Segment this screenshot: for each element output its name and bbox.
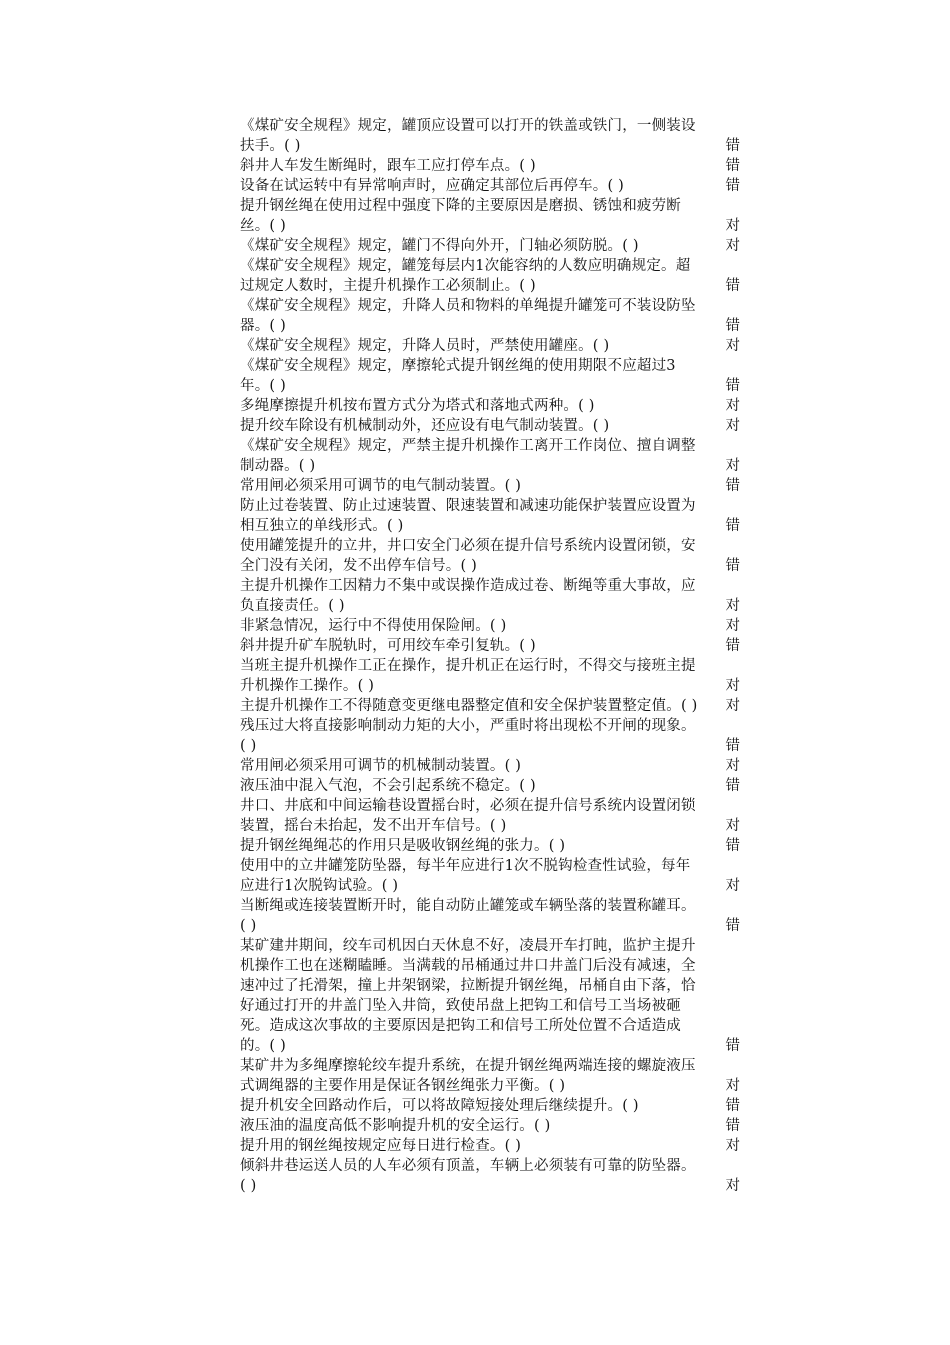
question-item: [240, 796, 740, 836]
question-text: 使用罐笼提升的立井，井口安全门必须在提升信号系统内设置闭锁，安全门没有关闭，发不出停车信号。( ): [240, 538, 696, 574]
answer-mark: 错: [725, 1038, 740, 1054]
question-item: [240, 936, 740, 1056]
question-item: [240, 756, 740, 776]
answer-mark: 对: [725, 618, 740, 634]
question-item: [240, 1156, 740, 1196]
question-text: 提升钢丝绳绳芯的作用只是吸收钢丝绳的张力。( ): [240, 838, 566, 854]
answer-mark: 对: [725, 1178, 740, 1194]
question-item: [240, 716, 740, 756]
question-item: [240, 616, 740, 636]
answer-mark: 对: [725, 878, 740, 894]
answer-mark: 对: [725, 398, 740, 414]
question-text: 某矿建井期间，绞车司机因白天休息不好，凌晨开车打盹，监护主提升机操作工也在迷糊瞌睡。当满载的吊桶通过井口井盖门后没有减速，全速冲过了托滑架，撞上井架钢梁，拉断提升钢丝绳，吊桶自由下落，恰好通过打开的井盖门坠入井筒，致使吊盘上把钩工和信号工当场被砸死。造成这次事故的主要原因是把钩工和信号工所处位置不合适造成的。( ): [240, 938, 696, 1054]
question-item: [240, 576, 740, 616]
question-item: [240, 256, 740, 296]
answer-mark: 错: [725, 318, 740, 334]
answer-mark: 对: [725, 818, 740, 834]
question-item: [240, 1096, 740, 1116]
question-item: [240, 656, 740, 696]
answer-mark: 错: [725, 278, 740, 294]
question-item: [240, 156, 740, 176]
answer-mark: 对: [725, 458, 740, 474]
question-text: 井口、井底和中间运输巷设置摇台时，必须在提升信号系统内设置闭锁装置，摇台未抬起，发不出开车信号。( ): [240, 798, 696, 834]
question-text: 防止过卷装置、防止过速装置、限速装置和减速功能保护装置应设置为相互独立的单线形式。( ): [240, 498, 696, 534]
question-text: 当班主提升机操作工正在操作，提升机正在运行时，不得交与接班主提升机操作工操作。( ): [240, 658, 696, 694]
answer-mark: 对: [725, 598, 740, 614]
question-item: [240, 696, 740, 716]
question-item: [240, 636, 740, 656]
answer-mark: 错: [725, 838, 740, 854]
question-item: [240, 296, 740, 336]
question-item: [240, 236, 740, 256]
question-text: 《煤矿安全规程》规定，升降人员时，严禁使用罐座。( ): [240, 338, 610, 354]
question-text: 设备在试运转中有异常响声时，应确定其部位后再停车。( ): [240, 178, 625, 194]
answer-mark: 错: [725, 378, 740, 394]
question-text: 常用闸必须采用可调节的机械制动装置。( ): [240, 758, 522, 774]
question-text: 提升钢丝绳在使用过程中强度下降的主要原因是磨损、锈蚀和疲劳断丝。( ): [240, 198, 681, 234]
question-text: 《煤矿安全规程》规定，罐笼每层内1次能容纳的人数应明确规定。超过规定人数时，主提升机操作工必须制止。( ): [240, 258, 691, 294]
question-item: [240, 176, 740, 196]
question-item: [240, 356, 740, 396]
question-item: [240, 436, 740, 476]
question-text: 残压过大将直接影响制动力矩的大小，严重时将出现松不开闸的现象。( ): [240, 718, 696, 754]
question-text: 常用闸必须采用可调节的电气制动装置。( ): [240, 478, 522, 494]
question-item: [240, 196, 740, 236]
answer-mark: 对: [725, 1078, 740, 1094]
answer-mark: 错: [725, 638, 740, 654]
answer-mark: 对: [725, 338, 740, 354]
answer-mark: 错: [725, 918, 740, 934]
answer-mark: 错: [725, 158, 740, 174]
answer-mark: 对: [725, 1138, 740, 1154]
question-text: 《煤矿安全规程》规定，罐顶应设置可以打开的铁盖或铁门，一侧装设扶手。( ): [240, 118, 696, 154]
question-item: [240, 856, 740, 896]
question-text: 液压油的温度高低不影响提升机的安全运行。( ): [240, 1118, 551, 1134]
question-item: [240, 1116, 740, 1136]
question-text: 提升用的钢丝绳按规定应每日进行检查。( ): [240, 1138, 522, 1154]
answer-mark: 对: [725, 698, 740, 714]
answer-mark: 错: [725, 1098, 740, 1114]
question-text: 倾斜井巷运送人员的人车必须有顶盖，车辆上必须装有可靠的防坠器。( ): [240, 1158, 696, 1194]
question-item: [240, 836, 740, 856]
question-item: [240, 496, 740, 536]
answer-mark: 对: [725, 678, 740, 694]
question-text: 斜井提升矿车脱轨时，可用绞车牵引复轨。( ): [240, 638, 536, 654]
question-text: 当断绳或连接装置断开时，能自动防止罐笼或车辆坠落的装置称罐耳。( ): [240, 898, 696, 934]
question-text: 使用中的立井罐笼防坠器，每半年应进行1次不脱钩检查性试验，每年应进行1次脱钩试验。( ): [240, 858, 691, 894]
answer-mark: 对: [725, 218, 740, 234]
question-item: [240, 1056, 740, 1096]
question-item: [240, 396, 740, 416]
answer-mark: 对: [725, 758, 740, 774]
question-item: [240, 116, 740, 156]
question-text: 提升机安全回路动作后，可以将故障短接处理后继续提升。( ): [240, 1098, 639, 1114]
question-text: 多绳摩擦提升机按布置方式分为塔式和落地式两种。( ): [240, 398, 595, 414]
question-text: 某矿井为多绳摩擦轮绞车提升系统，在提升钢丝绳两端连接的螺旋液压式调绳器的主要作用是保证各钢丝绳张力平衡。( ): [240, 1058, 696, 1094]
question-text: 《煤矿安全规程》规定，摩擦轮式提升钢丝绳的使用期限不应超过3年。( ): [240, 358, 676, 394]
answer-mark: 错: [725, 778, 740, 794]
question-text: 斜井人车发生断绳时，跟车工应打停车点。( ): [240, 158, 536, 174]
question-item: [240, 1136, 740, 1156]
question-item: [240, 476, 740, 496]
question-text: 《煤矿安全规程》规定，严禁主提升机操作工离开工作岗位、擅自调整制动器。( ): [240, 438, 696, 474]
question-item: [240, 336, 740, 356]
question-text: 主提升机操作工不得随意变更继电器整定值和安全保护装置整定值。( ): [240, 698, 698, 714]
answer-mark: 错: [725, 738, 740, 754]
question-text: 《煤矿安全规程》规定，罐门不得向外开，门轴必须防脱。( ): [240, 238, 639, 254]
answer-mark: 错: [725, 478, 740, 494]
answer-mark: 错: [725, 518, 740, 534]
answer-mark: 错: [725, 558, 740, 574]
question-item: [240, 776, 740, 796]
answer-mark: 对: [725, 238, 740, 254]
question-text: 主提升机操作工因精力不集中或误操作造成过卷、断绳等重大事故，应负直接责任。( ): [240, 578, 696, 614]
question-text: 液压油中混入气泡，不会引起系统不稳定。( ): [240, 778, 536, 794]
answer-mark: 错: [725, 1118, 740, 1134]
question-item: [240, 536, 740, 576]
answer-mark: 对: [725, 418, 740, 434]
question-text: 《煤矿安全规程》规定，升降人员和物料的单绳提升罐笼可不装设防坠器。( ): [240, 298, 696, 334]
question-item: [240, 416, 740, 436]
question-item: [240, 896, 740, 936]
question-list: [240, 116, 740, 1196]
question-text: 提升绞车除设有机械制动外，还应设有电气制动装置。( ): [240, 418, 610, 434]
question-text: 非紧急情况，运行中不得使用保险闸。( ): [240, 618, 507, 634]
answer-mark: 错: [725, 178, 740, 194]
answer-mark: 错: [725, 138, 740, 154]
